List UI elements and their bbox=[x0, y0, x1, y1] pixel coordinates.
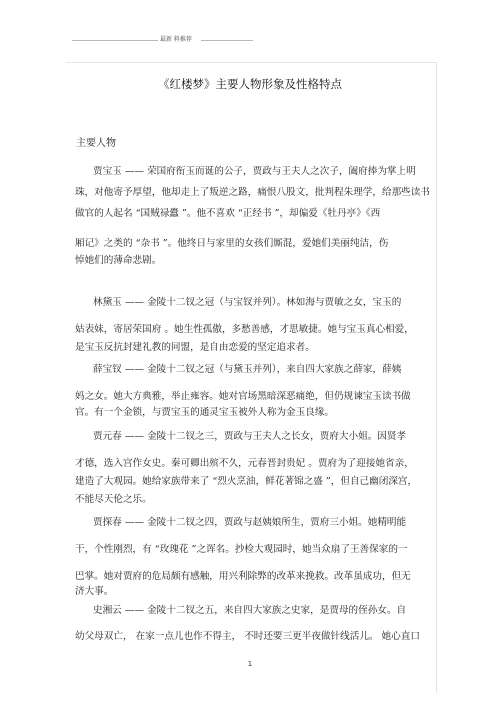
header-rule-right bbox=[201, 40, 253, 41]
header-tag: 最新 料推荐 bbox=[160, 36, 192, 43]
body-line: 厢记》之类的 “杂书 ”。他终日与家里的女孩们厮混，爱她们美丽纯洁，伤 bbox=[75, 238, 389, 249]
body-line: 贾探春 —— 金陵十二钗之四，贾政与赵姨娘所生，贾府三小姐。她精明能 bbox=[93, 517, 407, 528]
document-title: 《红楼梦》主要人物形象及性格特点 bbox=[158, 77, 342, 91]
body-line: 巴掌。她对贾府的危局颇有感触，用兴利除弊的改革来挽救。改革虽成功，但无 bbox=[75, 571, 411, 582]
body-line: 干，个性刚烈，有 “玫瑰花 ”之诨名。抄检大观园时，她当众扇了王善保家的一 bbox=[75, 544, 408, 555]
body-line: 幼父母双亡， 在家一点儿也作不得主， 不时还要三更半夜做针线活儿。 她心直口 bbox=[75, 631, 420, 642]
body-line: 悼她们的薄命悲剧。 bbox=[75, 255, 162, 266]
body-line: 济大事。 bbox=[75, 586, 114, 597]
body-line: 贾元春 —— 金陵十二钗之三，贾政与王夫人之长女，贾府大小姐。因贤孝 bbox=[93, 431, 407, 442]
body-line: 珠，对他寄予厚望，他却走上了叛逆之路，痛恨八股文，批判程朱理学，给那些读书 bbox=[75, 187, 430, 198]
page-number: 1 bbox=[247, 660, 253, 668]
body-line: 妈之女。她大方典雅，举止雍容。她对官场黑暗深恶痛绝，但仍规谏宝玉读书做 bbox=[75, 391, 411, 402]
body-line: 不能尽天伦之乐。 bbox=[75, 494, 152, 505]
section-heading: 主要人物 bbox=[76, 138, 116, 149]
body-line: 姑表妹，寄居荣国府 。她生性孤傲，多愁善感，才思敏捷。她与宝玉真心相爱， bbox=[75, 324, 414, 335]
body-line: 贾宝玉 —— 荣国府衔玉而诞的公子，贾政与王夫人之次子，阖府捧为掌上明 bbox=[93, 166, 416, 177]
body-line: 才德，选入宫作女史。秦可卿出殡不久，元春晋封贵妃 。贾府为了迎接她省亲， bbox=[75, 458, 414, 469]
body-line: 官。有一个金锁，与贾宝玉的通灵宝玉被外人称为金玉良缘。 bbox=[75, 407, 335, 418]
header-rule-left bbox=[72, 40, 158, 41]
body-line: 林黛玉 —— 金陵十二钗之冠（与宝钗并列）。林如海与贾敏之女，宝玉的 bbox=[93, 297, 402, 308]
page-frame bbox=[66, 62, 437, 693]
body-line: 做官的人起名 “国贼禄蠹 ”。他不喜欢 “正经书 ”，却偏爱《牡丹亭》《西 bbox=[75, 208, 381, 219]
page-header bbox=[0, 34, 500, 46]
body-line: 薛宝钗 —— 金陵十二钗之冠（与黛玉并列），来自四大家族之薛家，薛姨 bbox=[93, 364, 402, 375]
body-line: 史湘云 —— 金陵十二钗之五，来自四大家族之史家，是贾母的侄孙女。自 bbox=[93, 605, 407, 616]
body-line: 是宝玉反抗封建礼教的同盟，是自由恋爱的坚定追求者。 bbox=[75, 342, 315, 353]
body-line: 建造了大观园。她给家族带来了 “烈火烹油，鲜花著锦之盛 ”，但自己幽闭深宫， bbox=[75, 476, 418, 487]
